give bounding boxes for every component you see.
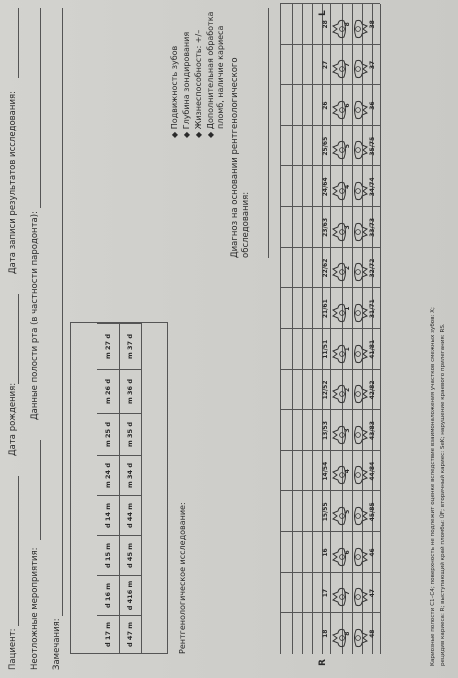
tooth-position-number: 1 xyxy=(344,347,351,352)
birth-line xyxy=(18,294,19,384)
tooth-icon[interactable] xyxy=(353,221,367,243)
tooth-icon[interactable] xyxy=(353,343,367,365)
tooth-position-number: 6 xyxy=(344,103,351,108)
tooth-icon[interactable] xyxy=(331,343,345,365)
tooth-number-upper: 12/52 xyxy=(322,380,329,400)
oral-data-line xyxy=(40,8,41,208)
tooth-icon[interactable] xyxy=(353,424,367,446)
xray-cell[interactable]: m 37 d xyxy=(119,323,142,369)
side-right-label: R xyxy=(318,659,328,666)
tooth-number-upper: 28 xyxy=(322,20,329,29)
tooth-number-lower: 31/71 xyxy=(369,299,376,319)
xray-title: Рентгенологическое исследование: xyxy=(178,502,187,654)
tooth-position-number: 8 xyxy=(344,631,351,636)
footnote-line-1: Кариозные полости C1–C4; поверхность не подлежит оценке вследствие взаимоналожения участков смежных зубов: X; xyxy=(430,307,436,666)
tooth-icon[interactable] xyxy=(331,424,345,446)
urgent-label: Неотложные мероприятия: xyxy=(30,547,40,670)
legend xyxy=(170,8,270,138)
tooth-icon[interactable] xyxy=(331,180,345,202)
legend-item-extra: ◆ Дополнительная обработка xyxy=(206,11,215,138)
tooth-number-upper: 26 xyxy=(322,101,329,110)
tooth-icon[interactable] xyxy=(353,180,367,202)
tooth-icon[interactable] xyxy=(331,302,345,324)
tooth-position-number: 2 xyxy=(344,265,351,271)
tooth-number-lower: 32/72 xyxy=(369,258,376,278)
xray-cell[interactable]: d 44 m xyxy=(119,495,142,535)
tooth-number-lower: 47 xyxy=(369,588,376,598)
tooth-position-number: 7 xyxy=(344,590,351,596)
tooth-icon[interactable] xyxy=(353,546,367,568)
tooth-number-lower: 37 xyxy=(369,60,376,70)
tooth-number-lower: 33/73 xyxy=(369,218,376,237)
tooth-position-number: 6 xyxy=(344,550,351,555)
xray-cell[interactable]: d 416 m xyxy=(119,575,142,615)
xray-cell[interactable]: d 15 m xyxy=(97,535,120,575)
tooth-icon[interactable] xyxy=(353,302,367,324)
tooth-icon[interactable] xyxy=(353,18,367,40)
tooth-icon[interactable] xyxy=(353,586,367,608)
tooth-icon[interactable] xyxy=(331,465,345,487)
patient-line xyxy=(18,476,19,626)
footnote-line-2: рецидив кариеса: R; выступающий край пломбы: ÜF; вторичный кариес: SeK; нарушение краевого прилегания: RS. xyxy=(440,323,446,666)
tooth-icon[interactable] xyxy=(331,221,345,243)
tooth-icon[interactable] xyxy=(331,140,345,162)
patient-label: Пациент: xyxy=(8,628,18,670)
xray-cell[interactable]: d 16 m xyxy=(97,575,120,615)
record-date-line xyxy=(18,8,19,78)
diagnosis-label-2: обследования: xyxy=(241,191,251,258)
tooth-icon[interactable] xyxy=(331,505,345,527)
tooth-icon[interactable] xyxy=(353,261,367,283)
tooth-icon[interactable] xyxy=(353,58,367,80)
diagnosis-line xyxy=(268,8,269,258)
oral-data-label: Данные полости рта (в частности пародонта): xyxy=(30,211,40,420)
tooth-position-number: 5 xyxy=(344,509,351,514)
tooth-icon[interactable] xyxy=(331,546,345,568)
tooth-number-upper: 23/63 xyxy=(322,218,329,237)
xray-cell[interactable]: d 14 m xyxy=(97,495,120,535)
notes-line xyxy=(62,8,63,616)
tooth-number-upper: 14/54 xyxy=(322,461,329,481)
tooth-icon[interactable] xyxy=(331,58,345,80)
tooth-icon[interactable] xyxy=(331,18,345,40)
tooth-icon[interactable] xyxy=(331,261,345,283)
tooth-number-upper: 15/55 xyxy=(322,502,329,522)
tooth-number-upper: 17 xyxy=(322,588,329,598)
xray-cell[interactable]: d 45 m xyxy=(119,535,142,575)
xray-cell[interactable]: d 17 m xyxy=(97,615,120,653)
xray-cell[interactable]: m 25 d xyxy=(97,413,120,455)
xray-table xyxy=(70,322,168,654)
tooth-number-upper: 21/61 xyxy=(322,299,329,319)
tooth-position-number: 5 xyxy=(344,144,351,149)
tooth-number-lower: 45/85 xyxy=(369,502,376,522)
legend-item-probing: ◆ Глубина зондирования xyxy=(182,31,191,138)
tooth-position-number: 3 xyxy=(344,428,351,433)
tooth-number-lower: 44/84 xyxy=(369,461,376,481)
tooth-number-lower: 42/82 xyxy=(369,380,376,400)
tooth-number-upper: 27 xyxy=(322,60,329,70)
xray-cell[interactable]: m 34 d xyxy=(119,455,142,495)
side-left-label: L xyxy=(318,10,328,16)
tooth-icon[interactable] xyxy=(353,383,367,405)
tooth-position-number: 3 xyxy=(344,225,351,230)
tooth-position-number: 2 xyxy=(344,387,351,393)
tooth-icon[interactable] xyxy=(353,465,367,487)
birth-label: Дата рождения: xyxy=(8,382,18,456)
tooth-number-lower: 46 xyxy=(369,548,376,557)
tooth-icon[interactable] xyxy=(331,99,345,121)
tooth-position-number: 4 xyxy=(344,184,351,189)
tooth-position-number: 4 xyxy=(344,469,351,474)
tooth-icon[interactable] xyxy=(331,383,345,405)
tooth-position-number: 1 xyxy=(344,306,351,311)
tooth-icon[interactable] xyxy=(353,99,367,121)
tooth-position-number: 8 xyxy=(344,22,351,27)
legend-item-fillings: пломб, наличие кариеса xyxy=(216,25,225,129)
xray-cell[interactable]: d 47 m xyxy=(119,615,142,653)
tooth-number-upper: 16 xyxy=(322,548,329,557)
xray-cell[interactable]: m 26 d xyxy=(97,369,120,413)
tooth-number-lower: 35/75 xyxy=(369,136,376,156)
xray-cell[interactable]: m 27 d xyxy=(97,323,120,369)
tooth-number-lower: 38 xyxy=(369,20,376,29)
tooth-position-number: 7 xyxy=(344,62,351,68)
record-date-label: Дата записи результатов исследования: xyxy=(8,91,18,274)
tooth-number-lower: 41/81 xyxy=(369,339,376,359)
tooth-icon[interactable] xyxy=(353,627,367,649)
notes-label: Замечания: xyxy=(52,618,62,670)
tooth-number-upper: 22/62 xyxy=(322,258,329,278)
tooth-number-upper: 13/53 xyxy=(322,421,329,441)
tooth-icon[interactable] xyxy=(331,627,345,649)
tooth-number-lower: 48 xyxy=(369,629,376,638)
tooth-number-lower: 36 xyxy=(369,101,376,110)
tooth-chart xyxy=(280,4,380,654)
tooth-number-upper: 11/51 xyxy=(322,339,329,359)
legend-item-mobility: ◆ Подвижность зубов xyxy=(170,45,179,138)
chart-row-line xyxy=(380,4,381,654)
tooth-icon[interactable] xyxy=(353,140,367,162)
diagnosis-label-1: Диагноз на основании рентгенологического xyxy=(230,57,240,258)
tooth-icon[interactable] xyxy=(353,505,367,527)
xray-cell[interactable]: m 35 d xyxy=(119,413,142,455)
xray-cell[interactable]: m 36 d xyxy=(119,369,142,413)
tooth-number-upper: 18 xyxy=(322,629,329,638)
xray-cell[interactable]: m 24 d xyxy=(97,455,120,495)
tooth-number-upper: 25/65 xyxy=(322,136,329,156)
urgent-line xyxy=(40,440,41,540)
tooth-number-upper: 24/64 xyxy=(322,177,329,197)
tooth-number-lower: 34/74 xyxy=(369,177,376,197)
tooth-number-lower: 43/83 xyxy=(369,421,376,441)
legend-item-vitality: ◆ Жизнеспособность: +/– xyxy=(194,29,203,138)
tooth-icon[interactable] xyxy=(331,586,345,608)
